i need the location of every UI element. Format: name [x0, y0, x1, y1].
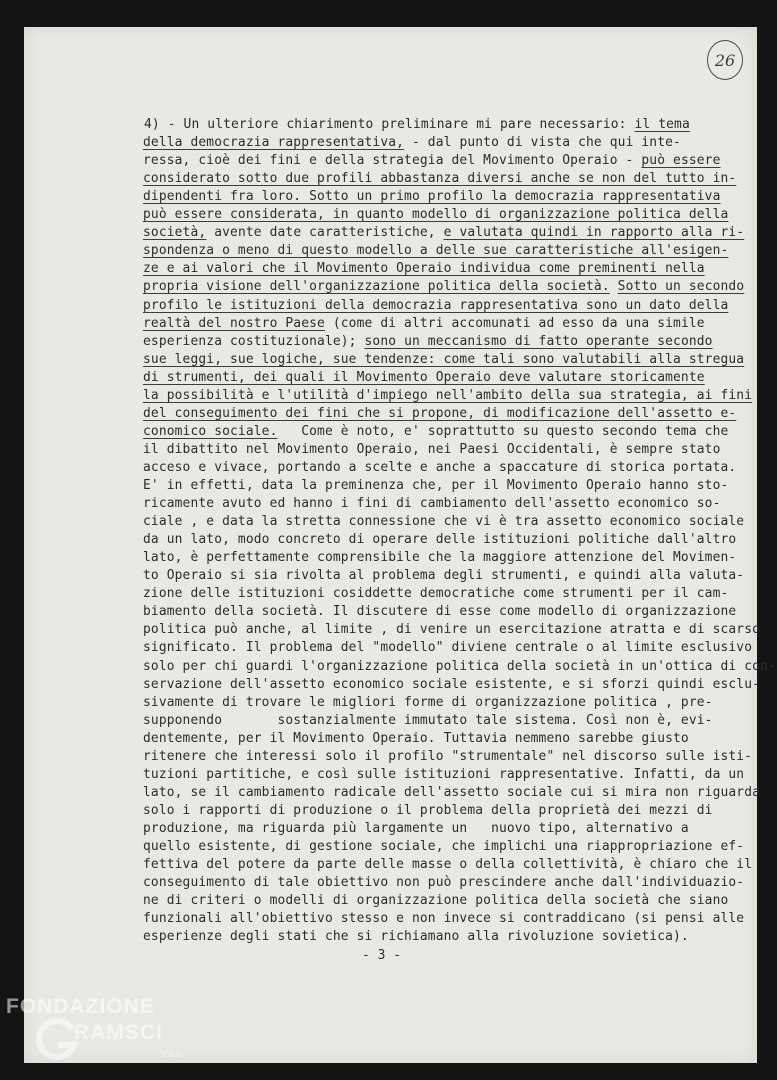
text-line [143, 315, 705, 333]
text-line [143, 549, 736, 567]
text-segment: biamento della società. Il discutere di esse come modello di organizzazione [143, 604, 737, 620]
text-segment: to Operaio si sia rivolta al problema degli strumenti, e quindi alla valuta- [143, 568, 745, 584]
underlined-text: può essere considerata, in quanto modello di organizzazione politica della [143, 207, 729, 223]
text-segment: politica può anche, al limite , di venire un esercitazione atratta e di scarso [143, 622, 761, 638]
text-line [143, 513, 744, 531]
text-segment: solo i rapporti di produzione o il problema della proprietà dei mezzi di [143, 802, 713, 818]
underlined-text: del conseguimento dei fini che si propone, di modificazione dell'assetto e- [143, 405, 737, 421]
underlined-text: Sotto un secondo [617, 279, 745, 295]
text-segment: supponendo sostanzialmente immutato tale sistema. Così non è, evi- [143, 712, 713, 728]
text-line [143, 748, 752, 766]
text-segment: ricamente avuto ed hanno i fini di cambiamento dell'assetto economico so- [143, 496, 721, 512]
text-line [143, 658, 776, 676]
text-line [143, 820, 689, 838]
underlined-text: conomico sociale. [143, 423, 278, 439]
text-segment: ciale , e data la stretta connessione che vi è tra assetto economico sociale [143, 514, 745, 530]
text-segment: ne di criteri o modelli di organizzazione politica della società che siano [143, 893, 729, 909]
text-segment: tuzioni partitiche, e così sulle istituzioni rappresentative. Infatti, da un [143, 766, 745, 782]
underlined-text: ze e ai valori che il Movimento Operaio individua come preminenti nella [143, 261, 705, 277]
text-segment: significato. Il problema del "modello" diviene centrale o al limite esclusivo [143, 640, 753, 656]
gramsci-g-logo-icon [32, 1015, 80, 1063]
text-segment: dentemente, per il Movimento Operaio. Tuttavia nemmeno sarebbe giusto [143, 730, 689, 746]
text-line [143, 224, 744, 242]
text-line [143, 621, 760, 639]
text-segment: produzione, ma riguarda più largamente un nuovo tipo, alternativo a [143, 820, 689, 836]
text-segment: fettiva del potere da parte delle masse o della collettività, è chiaro che il [143, 857, 753, 873]
underlined-text: profilo le istituzioni della democrazia rappresentativa sono un dato della [143, 297, 729, 313]
fondazione-gramsci-watermark [4, 993, 204, 1073]
text-segment: solo per chi guardi l'organizzazione politica della società in un'ottica di con- [143, 658, 776, 674]
underlined-text: il tema [634, 117, 690, 132]
text-line [143, 928, 689, 946]
text-line [143, 297, 728, 315]
text-segment: (come di altri accomunati ad esso da una simile [324, 315, 705, 331]
text-segment: esperienza costituzionale); [143, 333, 365, 349]
text-line [143, 874, 744, 892]
text-segment [610, 279, 618, 294]
archive-page-number: 26 [707, 40, 743, 80]
text-line [143, 477, 728, 495]
text-line [143, 892, 728, 910]
underlined-text: di strumenti, dei quali il Movimento Operaio deve valutare storicamente [143, 369, 705, 385]
text-segment: avente date caratteristiche, [206, 225, 444, 241]
text-segment: acceso e vivace, portando a scelte e anche a spaccature di storica portata. [143, 459, 737, 475]
text-segment: conseguimento di tale obiettivo non può prescindere anche dall'individuazio- [143, 875, 745, 891]
text-line [143, 333, 713, 351]
watermark-line-1: FONDAZIONE [6, 995, 155, 1018]
text-segment: ressa, cioè dei fini e della strategia del Movimento Operaio - [143, 153, 642, 169]
underlined-text: sue leggi, sue logiche, sue tendenze: come tali sono valutabili alla stregua [143, 351, 745, 367]
underlined-text: dipendenti fra loro. Sotto un primo profilo la democrazia rappresentativa [143, 189, 721, 205]
text-segment: 4) - Un ulteriore chiarimento preliminare mi pare necessario: [144, 117, 635, 132]
text-line [143, 441, 721, 459]
text-segment: sivamente di trovare le migliori forme di organizzazione politica , pre- [143, 694, 713, 710]
text-line [143, 188, 721, 206]
text-line [143, 369, 705, 387]
text-segment: da un lato, modo concreto di operare delle istituzioni politiche dall'altro [143, 532, 737, 548]
underlined-text: società, [143, 225, 207, 241]
text-line [143, 838, 744, 856]
underlined-text: realtà del nostro Paese [143, 315, 325, 331]
text-line [143, 387, 752, 405]
text-segment: - dal punto di vista che qui inte- [404, 135, 681, 151]
page-number: - 3 - [362, 948, 402, 963]
watermark-suffix: onlus [159, 1049, 183, 1060]
text-line [143, 495, 721, 513]
text-segment: Come è noto, e' soprattutto su questo secondo tema che [277, 423, 729, 439]
text-line [143, 170, 736, 188]
text-segment: esperienze degli stati che si richiamano alla rivoluzione sovietica). [143, 929, 689, 945]
text-line [143, 459, 736, 477]
text-line [143, 856, 752, 874]
text-line [143, 712, 713, 730]
text-line [143, 730, 689, 748]
text-line [143, 676, 760, 694]
underlined-text: può essere [641, 153, 721, 169]
text-segment: E' in effetti, data la preminenza che, per il Movimento Operaio hanno sto- [143, 478, 729, 493]
underlined-text: la possibilità e l'utilità d'impiego nell'ambito della sua strategia, ai fini [143, 387, 753, 403]
text-line [144, 116, 690, 134]
text-segment: lato, se il cambiamento radicale dell'assetto sociale cui si mira non riguarda [143, 784, 761, 800]
text-segment: ritenere che interessi solo il profilo "strumentale" nel discorso sulle isti- [143, 748, 753, 764]
text-segment: zione delle istituzioni cosiddette democratiche come strumenti per il cam- [143, 586, 729, 602]
text-segment: funzionali all'obiettivo stesso e non invece si contraddicano (si pensi alle [143, 911, 745, 927]
text-line [143, 531, 736, 549]
text-line [143, 423, 728, 441]
text-segment: quello esistente, di gestione sociale, che implichi una riappropriazione ef- [143, 839, 745, 854]
watermark-line-2: RAMSCI [74, 1021, 163, 1044]
text-line [143, 802, 713, 820]
text-line [143, 134, 681, 152]
underlined-text: e valutata quindi in rapporto alla ri- [443, 225, 745, 241]
text-line [143, 910, 744, 928]
text-segment: il dibattito nel Movimento Operaio, nei Paesi Occidentali, è sempre stato [143, 441, 721, 457]
text-line [143, 766, 744, 784]
text-segment: lato, è perfettamente comprensibile che la maggiore attenzione del Movimen- [143, 550, 737, 566]
text-line [143, 784, 760, 802]
text-line [143, 278, 744, 296]
text-line [143, 152, 721, 170]
text-line [143, 206, 728, 224]
text-line [143, 260, 705, 278]
text-segment: servazione dell'assetto economico sociale esistente, e si sforzi quindi esclu- [143, 676, 761, 692]
underlined-text: propria visione dell'organizzazione politica della società. [143, 279, 610, 295]
underlined-text: considerato sotto due profili abbastanza diversi anche se non del tutto in- [143, 171, 737, 187]
text-line [143, 242, 728, 260]
text-line [143, 694, 713, 712]
text-line [143, 405, 736, 423]
text-line [143, 639, 752, 657]
text-line [143, 351, 744, 369]
text-line [143, 567, 744, 585]
text-line [143, 585, 728, 603]
text-line [143, 603, 736, 621]
underlined-text: della democrazia rappresentativa, [143, 135, 405, 151]
underlined-text: sono un meccanismo di fatto operante secondo [364, 333, 713, 349]
underlined-text: spondenza o meno di questo modello a delle sue caratteristiche all'esigen- [143, 243, 729, 259]
